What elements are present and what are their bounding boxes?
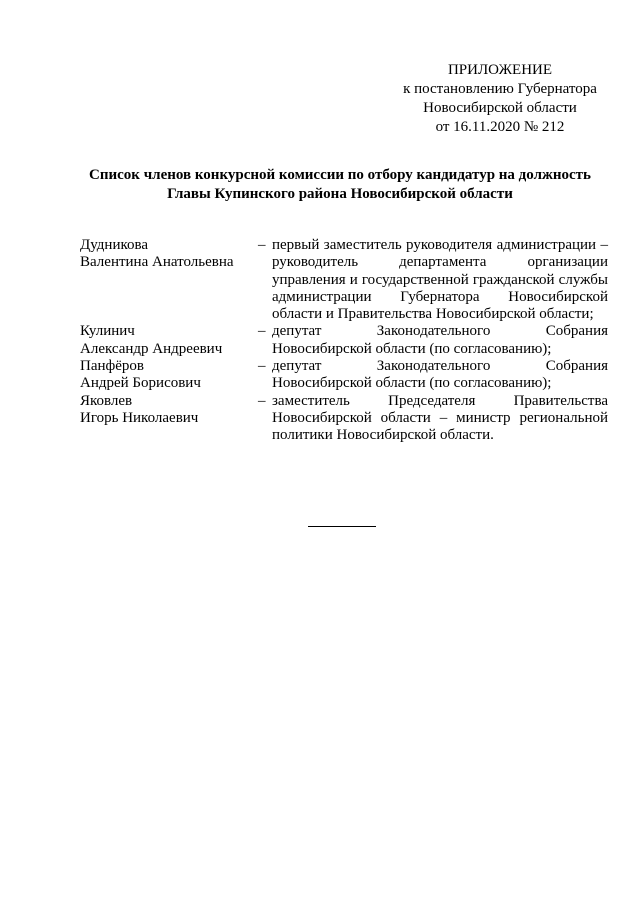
member-given-names: Александр Андреевич	[80, 340, 223, 357]
member-name	[80, 358, 258, 393]
member-dash: –	[258, 237, 266, 253]
title-line-2: Главы Купинского района Новосибирской области	[167, 186, 513, 202]
list-item	[80, 393, 608, 445]
member-given-names: Андрей Борисович	[80, 375, 201, 392]
appendix-decree-ref: к постановлению Губернатора	[403, 81, 597, 97]
closing-divider-line	[308, 526, 376, 527]
member-name	[80, 237, 258, 323]
member-name	[80, 323, 258, 358]
document-title	[60, 166, 620, 204]
member-given-names: Игорь Николаевич	[80, 409, 199, 426]
member-dash: –	[258, 358, 266, 375]
list-item	[80, 323, 608, 358]
member-surname: Яковлев	[80, 392, 133, 409]
appendix-label: ПРИЛОЖЕНИЕ	[447, 62, 553, 78]
list-item	[80, 358, 608, 393]
member-name	[80, 393, 258, 445]
appendix-header	[380, 61, 620, 137]
member-given-names: Валентина Анатольевна	[80, 254, 234, 271]
member-role: депутат Законодательного Собрания Новосибирской области (по согласованию);	[272, 323, 608, 357]
appendix-date-number: от 16.11.2020 № 212	[435, 119, 565, 135]
member-surname: Дудникова	[80, 237, 149, 253]
list-item	[80, 237, 608, 323]
member-dash: –	[258, 323, 266, 340]
member-role: депутат Законодательного Собрания Новосибирской области (по согласованию);	[272, 358, 608, 392]
members-list	[80, 237, 608, 445]
appendix-region: Новосибирской области	[423, 100, 577, 116]
title-line-1: Список членов конкурсной комиссии по отбору кандидатур на должность	[89, 167, 591, 183]
member-surname: Кулинич	[80, 323, 135, 340]
member-dash: –	[258, 392, 266, 409]
member-surname: Панфёров	[80, 358, 144, 375]
member-role: первый заместитель руководителя администрации – руководитель департамента организации управления и государственной гражданской службы администрации Губернатора Новосибирской области и Правительства Новосибирской области;	[272, 237, 608, 323]
member-role: заместитель Председателя Правительства Новосибирской области – министр региональной политики Новосибирской области.	[272, 392, 608, 444]
